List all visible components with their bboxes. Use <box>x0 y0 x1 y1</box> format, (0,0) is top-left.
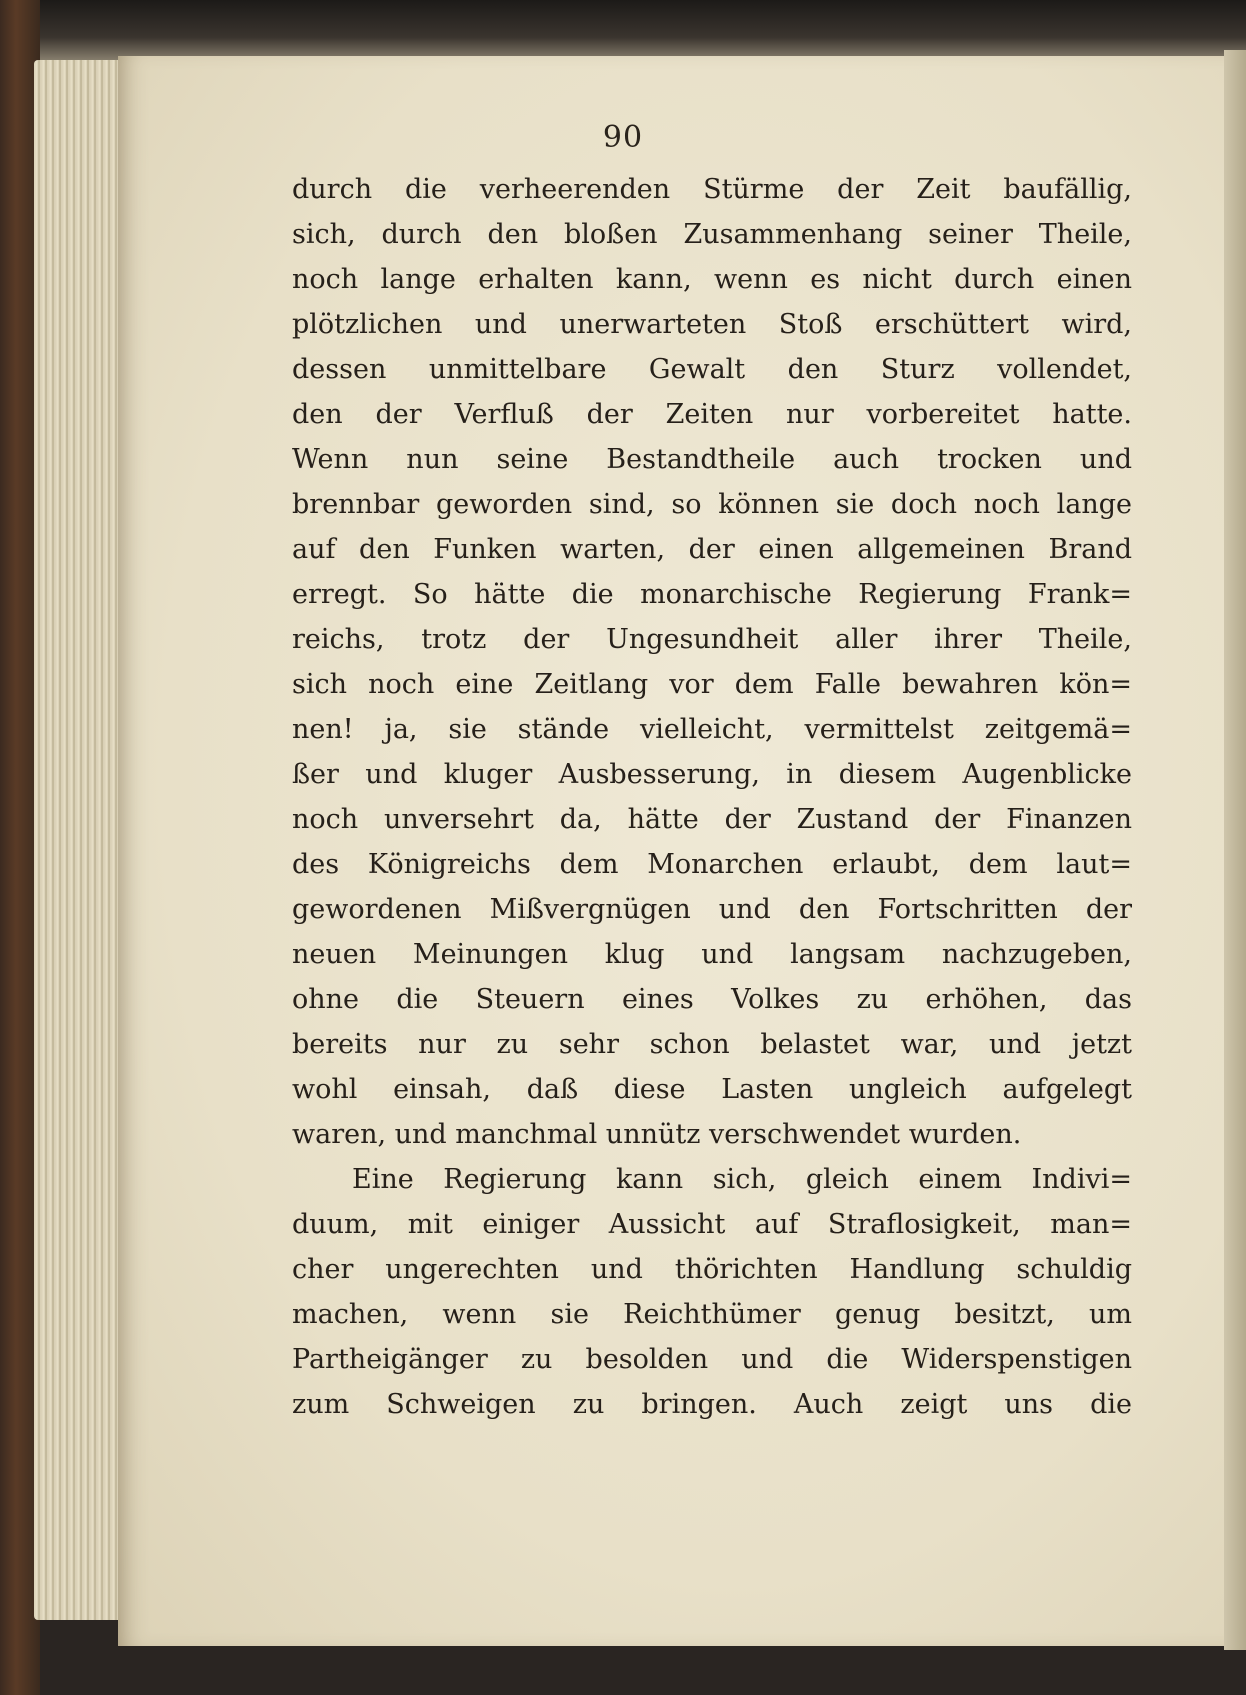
page-number: 90 <box>602 120 644 155</box>
page-text <box>292 167 1132 1427</box>
text-line: sich, durch den bloßen Zusammenhang seiner Theile, <box>292 219 1132 250</box>
text-line: duum, mit einiger Aussicht auf Straflosigkeit, man= <box>292 1209 1132 1240</box>
text-line: plötzlichen und unerwarteten Stoß erschüttert wird, <box>292 309 1132 340</box>
text-line: neuen Meinungen klug und langsam nachzugeben, <box>292 939 1132 970</box>
text-line: noch lange erhalten kann, wenn es nicht durch einen <box>292 264 1132 295</box>
book-top-edge <box>40 0 1246 62</box>
page-stack-edges <box>34 60 120 1620</box>
text-line: ßer und kluger Ausbesserung, in diesem Augenblicke <box>292 759 1132 790</box>
text-line: Partheigänger zu besolden und die Widerspenstigen <box>292 1344 1132 1375</box>
text-line: Wenn nun seine Bestandtheile auch trocken und <box>292 444 1132 475</box>
text-line: machen, wenn sie Reichthümer genug besitzt, um <box>292 1299 1132 1330</box>
text-line: dessen unmittelbare Gewalt den Sturz vollendet, <box>292 354 1132 385</box>
text-line: waren, und manchmal unnütz verschwendet wurden. <box>292 1119 1022 1150</box>
text-line: erregt. So hätte die monarchische Regierung Frank= <box>292 579 1132 610</box>
text-line: den der Verfluß der Zeiten nur vorbereitet hatte. <box>292 399 1132 430</box>
text-line: zum Schweigen zu bringen. Auch zeigt uns die <box>292 1389 1132 1420</box>
text-line: Eine Regierung kann sich, gleich einem Indivi= <box>352 1164 1132 1195</box>
text-line: ohne die Steuern eines Volkes zu erhöhen, das <box>292 984 1132 1015</box>
text-line: reichs, trotz der Ungesundheit aller ihrer Theile, <box>292 624 1132 655</box>
text-line: cher ungerechten und thörichten Handlung schuldig <box>292 1254 1132 1285</box>
text-line: des Königreichs dem Monarchen erlaubt, dem laut= <box>292 849 1132 880</box>
text-line: brennbar geworden sind, so können sie doch noch lange <box>292 489 1132 520</box>
text-line: bereits nur zu sehr schon belastet war, und jetzt <box>292 1029 1132 1060</box>
text-line: nen! ja, sie stände vielleicht, vermittelst zeitgemä= <box>292 714 1132 745</box>
book-right-edge <box>1224 50 1246 1650</box>
text-line: auf den Funken warten, der einen allgemeinen Brand <box>292 534 1132 565</box>
text-line: gewordenen Mißvergnügen und den Fortschritten der <box>292 894 1132 925</box>
text-line: durch die verheerenden Stürme der Zeit baufällig, <box>292 174 1132 205</box>
text-line: wohl einsah, daß diese Lasten ungleich aufgelegt <box>292 1074 1132 1105</box>
text-line: sich noch eine Zeitlang vor dem Falle bewahren kön= <box>292 669 1132 700</box>
text-line: noch unversehrt da, hätte der Zustand der Finanzen <box>292 804 1132 835</box>
